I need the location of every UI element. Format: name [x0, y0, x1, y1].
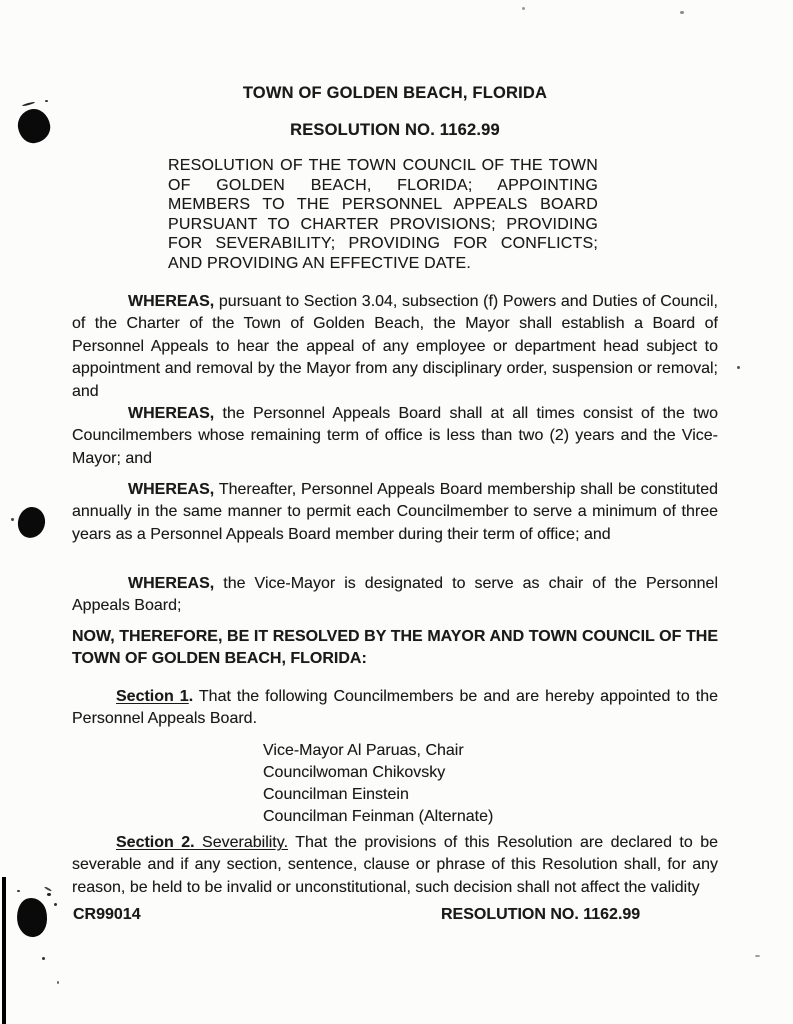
appointee-item: Councilwoman Chikovsky — [263, 764, 446, 781]
whereas-text: pursuant to Section 3.04, subsection (f) Powers and Duties of Council, of the Charter of the Town of Golden Beach, the Mayor shall establish a Board of Personnel Appeals to hear the appeal of any employee or department head subject to appointment and removal by the Mayor from any disciplinary order, suspension or removal; and — [72, 293, 719, 400]
resolution-title-block: RESOLUTION OF THE TOWN COUNCIL OF THE TOWN OF GOLDEN BEACH, FLORIDA; APPOINTING MEMBERS TO THE PERSONNEL APPEALS BOARD PURSUANT TO CHARTER PROVISIONS; PROVIDING FOR SEVERABILITY; PROVIDING FOR CONFLICTS; AND PROVIDING AN EFFECTIVE DATE. — [168, 157, 598, 272]
scan-edge-line — [2, 877, 6, 1024]
whereas-lead: WHEREAS, — [128, 405, 215, 422]
scan-speck — [755, 955, 760, 957]
appointee-item: Councilman Einstein — [263, 786, 409, 803]
whereas-text: the Personnel Appeals Board shall at all times consist of the two Councilmembers whose remaining term of office is less than two (2) years and the Vice-Mayor; and — [72, 405, 718, 467]
section-2-lead-group — [116, 834, 288, 851]
footer-doc-code: CR99014 — [73, 906, 141, 923]
whereas-text: Thereafter, Personnel Appeals Board membership shall be constituted annually in the same manner to permit each Councilmember to serve a minimum of three years as a Personnel Appeals Board member during their term of office; and — [72, 481, 718, 543]
whereas-lead: WHEREAS, — [128, 293, 215, 310]
whereas-text: the Vice-Mayor is designated to serve as chair of the Personnel Appeals Board; — [72, 575, 718, 615]
ink-blob-middle — [16, 506, 46, 540]
scan-speck — [522, 7, 525, 10]
town-name-heading: TOWN OF GOLDEN BEACH, FLORIDA — [242, 84, 548, 102]
ink-speck — [47, 893, 51, 896]
ink-speck — [54, 903, 57, 906]
section-2-lead: Section 2. — [116, 834, 195, 851]
ink-blob-bottom — [15, 897, 49, 939]
section-2-text: That the provisions of this Resolution are declared to be severable and if any section, sentence, clause or phrase of this Resolution shall, for any reason, be held to be invalid or unconstitutional, such decision shall not affect the validity — [72, 834, 719, 896]
ink-streak — [44, 886, 52, 892]
whereas-lead: WHEREAS, — [128, 481, 215, 498]
ink-speck — [11, 518, 14, 521]
section-1-lead: Section 1 — [116, 688, 189, 705]
whereas-lead: WHEREAS, — [128, 575, 215, 592]
whereas-clause-2 — [72, 403, 718, 470]
ink-speck — [45, 100, 48, 102]
whereas-clause-3 — [72, 479, 718, 546]
section-2-paragraph — [72, 832, 718, 899]
ink-speck — [42, 957, 45, 960]
ink-streak — [22, 101, 35, 106]
footer-resolution-number: RESOLUTION NO. 1162.99 — [441, 906, 641, 923]
ink-blob-top — [15, 106, 52, 145]
appointee-item: Councilman Feinman (Alternate) — [263, 808, 494, 825]
ink-speck — [17, 890, 20, 892]
appointee-list — [263, 740, 663, 828]
whereas-clause-1 — [72, 291, 718, 403]
ink-speck — [57, 981, 59, 984]
section-2-sublead: Severability. — [202, 834, 289, 851]
resolved-clause: NOW, THEREFORE, BE IT RESOLVED BY THE MAYOR AND TOWN COUNCIL OF THE TOWN OF GOLDEN BEACH, FLORIDA: — [72, 628, 718, 668]
resolution-number-heading: RESOLUTION NO. 1162.99 — [290, 121, 500, 139]
scan-speck — [737, 366, 740, 369]
scan-speck — [680, 11, 684, 14]
appointee-item: Vice-Mayor Al Paruas, Chair — [263, 742, 464, 759]
whereas-clause-4 — [72, 573, 718, 618]
section-1-paragraph — [72, 686, 718, 731]
section-1-text: That the following Councilmembers be and are hereby appointed to the Personnel Appeals Board. — [72, 688, 719, 728]
section-1-period: . — [188, 688, 194, 705]
